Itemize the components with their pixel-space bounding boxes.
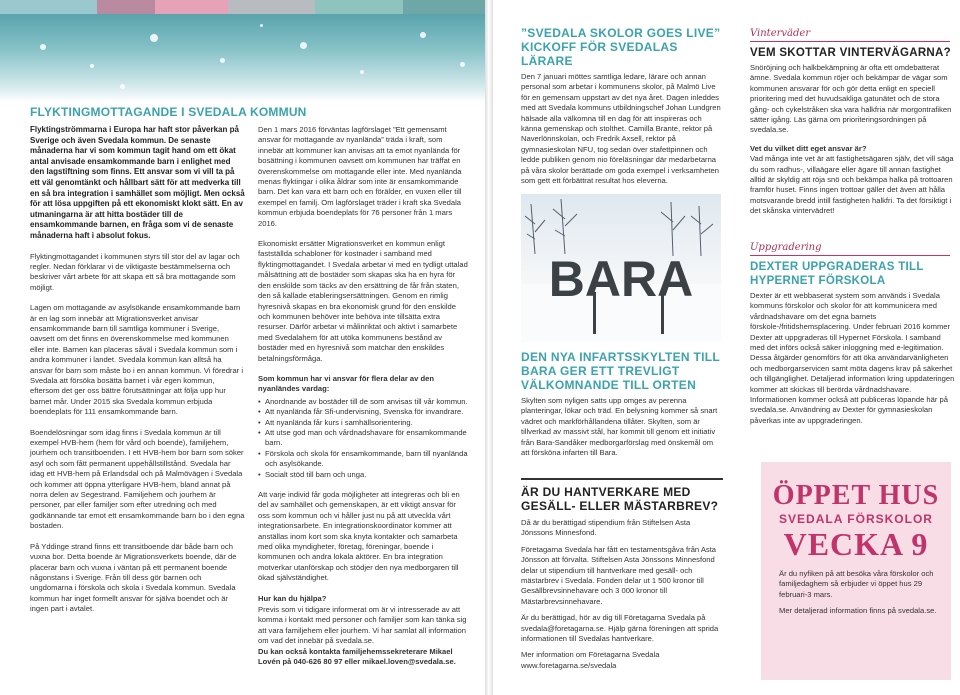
- list-item: • Att utse god man och vårdnadshavare för ensamkommande barn.: [258, 428, 468, 449]
- list-item: • Att nyanlända får kurs i samhällsorientering.: [258, 418, 468, 428]
- stripe: [97, 0, 155, 14]
- paragraph: Då är du berättigad stipendium från Stiftelsen Asta Jönssons Minnesfond.: [521, 518, 691, 538]
- link[interactable]: www.foretagarna.se/svedala: [521, 660, 617, 670]
- paragraph: Flyktingmottagandet i kommunen styrs till stor del av lagar och regler. Nedan förklarar vi de viktigaste bestämmelserna och beskriver vårt arbete för att skapa ett så bra mottagande som möjligt.: [30, 251, 240, 292]
- stripe: [155, 0, 228, 14]
- open-house-box: [761, 462, 951, 680]
- paragraph: Den 1 mars 2016 förväntas lagförslaget ”Ett gemensamt ansvar för mottagande av nyanlända” träda i kraft, som innebär att kommuner kan anvisas att ta emot nyanlända för bosättning i kommunen oavsett om kommunen har träffat en överenskommelse om mottagande eller inte. Med nyanlända menas flyktingar i olika åldrar som inte är ensamkommande barn. Det kan vara ett barn och en förälder, en vuxen eller till exempel en familj. Om lagförslaget träder i kraft ska Svedala kommun erbjuda boendeplats för 76 personer från 1 mars 2016.: [258, 125, 462, 228]
- open-house-week: VECKA 9: [783, 526, 929, 562]
- live-article: [521, 26, 723, 196]
- left-column-1: [30, 125, 245, 625]
- right-page: [493, 0, 960, 695]
- divider: [521, 478, 723, 480]
- article-body: [521, 396, 723, 458]
- list-item: • Anordnande av bostäder till de som anvisas till vår kommun.: [258, 397, 468, 407]
- article-title: DEXTER UPPGRADERAS TILL HYPERNET FÖRSKOLA: [750, 261, 924, 287]
- paragraph: Snöröjning och halkbekämpning är ofta ett omdebatterat ämne. Svedala kommun röjer och bekämpar de vägar som kommunen ansvarar för och gör detta enligt en speciell prioritering med det huvudsakliga gatunätet och de stora gång- och cykelstråken ska vara halkfria när morgontrafiken sätter igång. Läs gärna om prioriteringsordningen på svedala.se.: [750, 63, 952, 135]
- paragraph: Previs som vi tidigare informerat om är vi intresserade av att komma i kontakt med personer och familjer som kan tänka sig att vara familjehem eller jourhem. Vi har samlat all information om vad det innebär på svedala.se.: [258, 605, 467, 646]
- article-body: [521, 72, 723, 186]
- article-title: ”SVEDALA SKOLOR GOES LIVE” KICKOFF FÖR SVEDALAS LÄRARE: [521, 26, 721, 68]
- article-title: ÄR DU HANTVERKARE MED GESÄLL- ELLER MÄSTARBREV?: [521, 485, 719, 513]
- paragraph: På Yddinge strand finns ett transitboende där både barn och vuxna bor. Detta boende är Migrationsverkets boende, där de placerar barn och vuxna i väntan på ett permanent boende någonstans i Sverige. Från till dess gör barnen och ungdomarna i förskola och skola i Svedala kommun. Svedala kommun har inget formellt ansvar för själva boendet och är ingen part i avtalet.: [30, 541, 237, 614]
- paragraph: Mer information om Företagarna Svedala: [521, 650, 660, 660]
- color-stripes: [0, 0, 485, 14]
- article-title: VEM SKOTTAR VINTERVÄGARNA?: [750, 47, 951, 59]
- article-body: [521, 518, 723, 671]
- paragraph: Den 7 januari möttes samtliga ledare, lärare och annan personal som arbetar i kommunens skolor, på Malmö Live för en gemensam uppstart av det nya året. Dagen inleddes med att Svedala kommuns utbildningschef Johan Lundgren hälsade alla välkomna till en dag för att inspireras och känna gemenskap och stolthet. Camilla Brante, rektor på Naverlönnskolan, och Fredrik Axsell, rektor på gymnasieskolan NFU, tog sedan över stafettpinnen och ledde publiken genom nio föreläsningar där medarbetarna på våra skolor berättade om goda exempel i verksamheten som gett ett förbättrat resultat hos eleverna.: [521, 72, 721, 186]
- stripe: [228, 0, 315, 14]
- paragraph: Ekonomiskt ersätter Migrationsverket en kommun enligt fastställda schabloner för kostnader i samband med flyktingmottagandet. I Svedala arbetar vi med en tydligt uttalad målsättning att de bostäder som skapas ska ha en hyra för den enskilde som täcks av den ersättning de får från staten, den så kallade etableringsersättningen. Genom en rimlig hyresnivå skapas en bra ekonomisk grund för den enskilde och kommunen behöver inte behöva inte tillsätta extra resurser. Därför arbetar vi målinriktat och aktivt i samarbete med Svedalahem för att utöka kommunens bestånd av bostäder med en hyresnivå som matchar den enskildes betalningsförmåga.: [258, 239, 468, 363]
- paragraph: Vad många inte vet är att fastighetsägaren själv, det vill säga du som radhus-, villaägare eller ägare till annan fastighet alltid är skyldig att röja snö och bekämpa halka på trottoaren framför huset. Finns ingen trottoar gäller det även att hålla motsvarande bredd intill fastigheten halkfri. Ta det försiktigt i det skånska vintervädret!: [750, 154, 954, 216]
- bara-sign-photo: [521, 194, 721, 342]
- list-title: Som kommun har vi ansvar för flera delar av den nyanländes vardag:: [258, 373, 434, 394]
- paragraph: Att varje individ får goda möjligheter att integreras och bli en del av samhället och gemenskapen, är ett viktigt ansvar för oss som kommun och vi håller just nu på att utveckla vårt integrationsarbete. En integrationskoordinator kommer att anställas inom kort som ska knyta kontakter och samarbeta med olika myndigheter, företag, föreningar, boende i kommunen och andra lokala aktörer. En bra integration motverkar utanförskap och stödjer den nya medborgaren till ökad självständighet.: [258, 490, 460, 583]
- paragraph: Lagen om mottagande av asylsökande ensamkommande barn är en lag som innebär att Migrationsverket anvisar ensamkommande barn till samtliga kommuner i Sverige, oavsett om det finns en överenskommelse med kommunen eller inte. Barnen kan placeras såväl i Svedala kommun som i andra kommuner i landet. Svedala kommun kan alltså ha ansvar för barn som måste bo i en annan kommun. Vi föredrar i Svedala att försöka bosätta barnet i vår egen kommun, eftersom det ger oss bättre förutsättningar att följa upp hur barnet mår. Under 2015 ska Svedala kommun erbjuda boendeplats för 111 ensamkommande barn.: [30, 303, 244, 417]
- paragraph: Dexter är ett webbaserat system som används i Svedala kommuns förskolor och skolor för att kommunicera med vårdnadshavare om det egna barnets förskole-/fritidshemsplacering. Under februari 2016 kommer Dexter att uppgraderas till Hypernet Förskola. I samband med det införs också säker inloggning med e-legitimation. Dessa åtgärder genomförs för att öka användarvänligheten och medborgarservicen samt möta dagens krav på säkerhet och tillgänglighet. Detaljerad information kring uppdateringen kommer att skickas till berörda vårdnadshavare. Informationen kommer också att publiceras löpande här på svedala.se. Användning av Dexter för gymnasieskolan påverkas inte av uppgraderingen.: [750, 291, 955, 425]
- sign-illustration: [521, 194, 721, 342]
- section-label: Uppgradering: [750, 242, 822, 253]
- left-column-2: [258, 125, 468, 678]
- responsibility-list: [258, 397, 468, 480]
- stripe: [0, 0, 97, 14]
- divider: [750, 255, 950, 256]
- open-house-body: [779, 569, 939, 617]
- sign-article: [521, 350, 723, 468]
- upgrade-article: [750, 242, 955, 436]
- paragraph: Företagarna Svedala har fått en testamentsgåva från Asta Jönsson att förvalta. Stiftelsen Asta Jönssons Minnesfond delar ut stipendium till hantverkare med gesäll- och mästarbrev i Svedala. Fonden delar ut 1 500 kronor till Gesällbrevsinnehavare och 3 000 kronor till Mästarbrevsinnehavare.: [521, 544, 717, 606]
- winter-article: [750, 28, 955, 227]
- paragraph: Skylten som nyligen satts upp omges av perenna planteringar, lökar och träd. En belysning kommer så snart vädret och markförhållandena tillåter. Skylten, som är tillverkad av massivt stål, har kommit till genom ett initiativ från Bara-Sandåker medborgarförslag med önskemål om att försköna infarten till Bara.: [521, 396, 718, 458]
- article-title: DEN NYA INFARTSSKYLTEN TILL BARA GER ETT TREVLIGT VÄLKOMNANDE TILL ORTEN: [521, 350, 720, 392]
- article-body: [750, 291, 955, 426]
- page-title: FLYKTINGMOTTAGANDE I SVEDALA KOMMUN: [30, 105, 307, 119]
- list-item: • Socialt stöd till barn och unga.: [258, 470, 468, 480]
- open-house-title: ÖPPET HUS: [772, 480, 940, 511]
- paragraph: Boendelösningar som idag finns i Svedala kommun är till exempel HVB-hem (hem för vård och boende), familjehem, jourhem och transitboenden. I ett HVB-hem bor barn som söker asyl och som fått permanent uppehållstillstånd. Svedala har idag ett HVB-hem på Erlandsdal och på Malmövägen i Svedala och kommer att öppna ytterligare HVB-hem, bland annat på norra delen av Segestrand. Familjehem och jourhem är personer, par eller familjer som efter utredning och med godkännande tar emot ett ensamkommande barn bo i den egna bostaden.: [30, 427, 245, 531]
- help-title: Hur kan du hjälpa?: [258, 593, 327, 603]
- list-item: • Att nyanlända får Sfi-undervisning, Svenska för invandrare.: [258, 407, 468, 417]
- article-body: [750, 63, 955, 217]
- stripe: [403, 0, 485, 14]
- header-photo: [0, 14, 485, 102]
- craft-article: [521, 485, 723, 671]
- list-item: • Förskola och skola för ensamkommande, barn till nyanlända och asylsökande.: [258, 449, 468, 470]
- paragraph: Är du nyfiken på att besöka våra förskolor och familjedaghem så erbjuder vi öppet hus 29 februari-3 mars.: [779, 569, 934, 599]
- contact-text: Du kan också kontakta familjehemssekreterare Mikael Lovén på 040-626 80 97 eller mikael.loven@svedala.se.: [258, 646, 456, 667]
- open-house-subtitle: SVEDALA FÖRSKOLOR: [779, 512, 933, 526]
- sign-letters: BARA: [548, 251, 694, 307]
- stripe: [315, 0, 402, 14]
- intro-text: Flyktingströmmarna i Europa har haft stor påverkan på Sverige och även Svedala kommun. De senaste månaderna har vi som kommun tagit hand om ett ökat antal anvisade ensamkommande barn i enlighet med den lagstiftning som finns. Ett ansvar som vi vill ta på ett väl genomtänkt och hållbart sätt för att medverka till en så bra integration i samhället som möjligt. Men också för att lösa uppgiften på ett ekonomiskt klokt sätt. En av utmaningarna är att hitta bostäder till de ensamkommande barnen, en fråga som vi de senaste månaderna haft i absolut fokus.: [30, 125, 245, 240]
- section-label: Vinterväder: [750, 28, 811, 39]
- page-gutter: [485, 0, 493, 695]
- paragraph: Är du berättigad, hör av dig till Företagarna Svedala på svedala@foretagarna.se. Hjälp gärna föreningen att sprida informationen till Svedalas hantverkare.: [521, 613, 719, 644]
- question: Vet du vilket ditt eget ansvar är?: [750, 143, 867, 153]
- divider: [750, 41, 950, 42]
- paragraph: Mer detaljerad information finns på svedala.se.: [779, 606, 937, 616]
